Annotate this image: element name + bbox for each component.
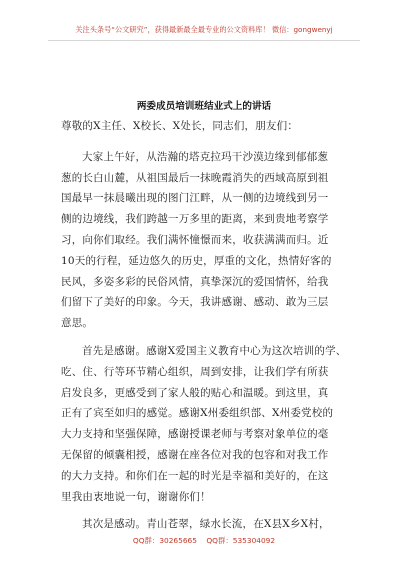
paragraph-line: 们留下了美好的印象。今天，我讲感谢、感动、敢为三层 (61, 296, 329, 309)
salutation-line: 尊敬的X主任、X校长、X处长，同志们，朋友们： (61, 120, 299, 132)
paragraph-line: 民风，多姿多彩的民俗风情，真挚深沉的爱国情怀，给我 (61, 275, 329, 288)
paragraph-line: 其次是感动。青山苍翠，绿水长流，在X县X乡X村， (82, 518, 330, 531)
qq-number-2: 535304092 (232, 536, 276, 545)
qq-label-1: QQ群： (132, 536, 160, 545)
paragraph-line: 大力支持和坚强保障，感谢授课老师与考察对象单位的毫 (61, 428, 329, 441)
paragraph (61, 514, 353, 535)
paragraph-line: 侧的边境线，我们跨越一万多里的距离，来到贵地考察学 (61, 213, 329, 226)
footer-banner (0, 535, 408, 546)
paragraph-line: 的大力支持。和你们在一起的时光是幸福和美好的，在这 (61, 469, 329, 482)
document-title: 两委成员培训班结业式上的讲话 (136, 101, 272, 112)
paragraph-line: 大家上午好，从浩瀚的塔克拉玛干沙漠边缘到郁郁葱 (82, 150, 329, 163)
paragraph-line: 意思。 (61, 317, 94, 330)
qq-label-2: QQ群： (206, 536, 233, 545)
paragraph-line: 国最早一抹晨曦出现的图门江畔，从一侧的边境线到另一 (61, 192, 329, 205)
paragraph-line: 启发良多，更感受到了家人般的贴心和温暖。到这里，真 (61, 386, 329, 399)
paragraph-line: 正有了宾至如归的感觉。感谢X州委组织部、X州委党校的 (61, 407, 334, 420)
paragraph-line: 首先是感谢。感谢X爱国主义教育中心为这次培训的学、 (82, 344, 347, 357)
qq-number-1: 30265665 (159, 536, 197, 545)
header-divider (48, 40, 360, 41)
paragraph-line: 10天的行程，延边悠久的历史，厚重的文化，热情好客的 (61, 254, 332, 267)
paragraph-container (61, 147, 353, 535)
paragraph-line: 吃、住、行等环节精心组织，周到安排，让我们学有所获 (61, 365, 329, 378)
paragraph-line: 习，向你们取经。我们满怀憧憬而来，收获满满而归。近 (61, 233, 329, 246)
document-body (61, 116, 353, 535)
paragraph (61, 341, 353, 507)
paragraph-line: 葱的长白山麓，从祖国最后一抹晚霞消失的西域高原到祖 (61, 171, 329, 184)
header-banner: 关注头条号“公文研究”，获得最新最全最专业的公文资料库！ 微信：gongwenyj (75, 25, 333, 34)
paragraph-gap (61, 137, 353, 147)
paragraph-line: 里我由衷地说一句，谢谢你们！ (61, 490, 211, 503)
salutation (61, 116, 353, 137)
paragraph-line: 无保留的倾囊相授，感谢在座各位对我的包容和对我工作 (61, 448, 329, 461)
paragraph (61, 147, 353, 334)
